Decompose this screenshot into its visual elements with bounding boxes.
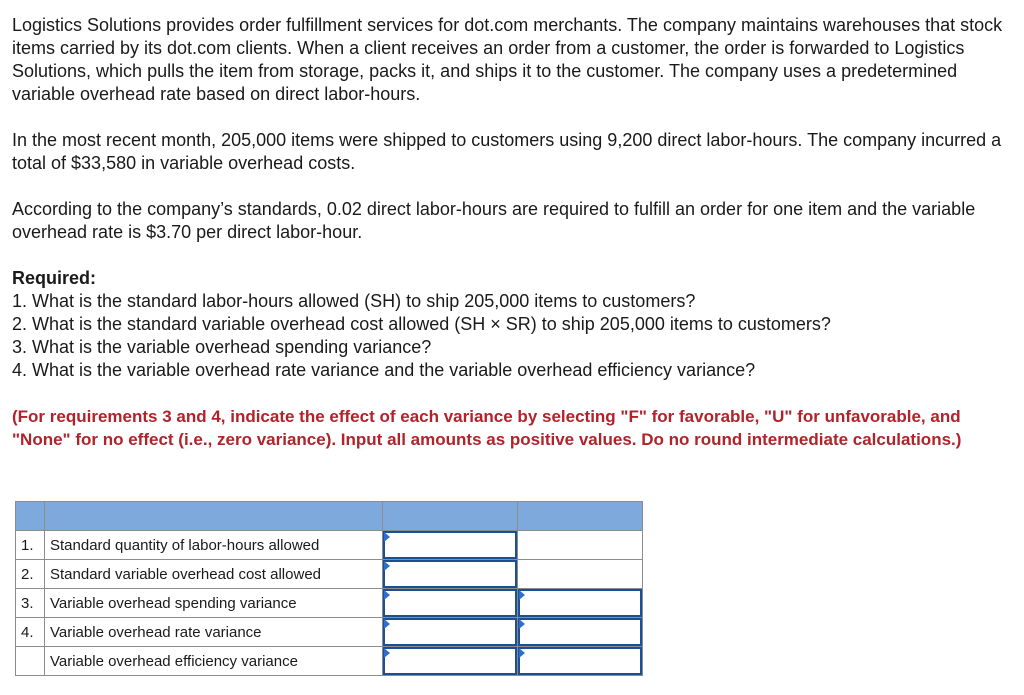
required-item-1: 1. What is the standard labor-hours allowed (SH) to ship 205,000 items to customers? [12, 291, 696, 311]
standard-cost-input[interactable] [383, 560, 517, 588]
header-cell-num [16, 502, 45, 531]
required-list [12, 290, 1012, 382]
row-number: 3. [16, 589, 45, 618]
header-cell-value [383, 502, 518, 531]
row-label: Standard variable overhead cost allowed [45, 560, 383, 589]
effect-cell [518, 618, 643, 647]
problem-content [12, 14, 1012, 451]
value-cell [383, 647, 518, 676]
value-cell [383, 531, 518, 560]
spending-variance-effect-select[interactable] [518, 589, 642, 617]
value-cell [383, 589, 518, 618]
row-number [16, 647, 45, 676]
row-number: 4. [16, 618, 45, 647]
required-title: Required: [12, 268, 97, 288]
row-label: Variable overhead efficiency variance [45, 647, 383, 676]
required-item-2: 2. What is the standard variable overhead cost allowed (SH × SR) to ship 205,000 items to customers? [12, 314, 831, 334]
row-label: Variable overhead rate variance [45, 618, 383, 647]
row-label: Standard quantity of labor-hours allowed [45, 531, 383, 560]
value-cell [383, 618, 518, 647]
answer-table-header [16, 502, 643, 531]
row-number: 2. [16, 560, 45, 589]
rate-variance-input[interactable] [383, 618, 517, 646]
rate-variance-effect-select[interactable] [518, 618, 642, 646]
required-item-3: 3. What is the variable overhead spending variance? [12, 337, 432, 357]
header-cell-effect [518, 502, 643, 531]
row-label: Variable overhead spending variance [45, 589, 383, 618]
effect-cell [518, 647, 643, 676]
effect-cell-empty [518, 531, 643, 560]
value-cell [383, 560, 518, 589]
spending-variance-input[interactable] [383, 589, 517, 617]
table-row [16, 560, 643, 589]
table-row [16, 589, 643, 618]
row-number: 1. [16, 531, 45, 560]
problem-paragraph-3: According to the company’s standards, 0.02 direct labor-hours are required to fulfill an order for one item and the variable overhead rate is $3.70 per direct labor-hour. [12, 199, 976, 242]
effect-cell-empty [518, 560, 643, 589]
problem-paragraph-1: Logistics Solutions provides order fulfillment services for dot.com merchants. The company maintains warehouses that stock items carried by its dot.com clients. When a client receives an order from a customer, the order is forwarded to Logistics Solutions, which pulls the item from storage, packs it, and ships it to the customer. The company uses a predetermined variable overhead rate based on direct labor-hours. [12, 15, 1003, 104]
effect-cell [518, 589, 643, 618]
header-cell-label [45, 502, 383, 531]
problem-paragraph-2: In the most recent month, 205,000 items were shipped to customers using 9,200 direct labor-hours. The company incurred a total of $33,580 in variable overhead costs. [12, 130, 1002, 173]
standard-hours-input[interactable] [383, 531, 517, 559]
table-row [16, 531, 643, 560]
table-row [16, 618, 643, 647]
efficiency-variance-effect-select[interactable] [518, 647, 642, 675]
instruction-text: (For requirements 3 and 4, indicate the effect of each variance by selecting "F" for favorable, "U" for unfavorable, and "None" for no effect (i.e., zero variance). Input all amounts as positive values. Do no round intermediate calculations.) [12, 407, 962, 449]
table-row [16, 647, 643, 676]
answer-table [15, 501, 643, 676]
required-item-4: 4. What is the variable overhead rate variance and the variable overhead efficiency variance? [12, 360, 756, 380]
efficiency-variance-input[interactable] [383, 647, 517, 675]
